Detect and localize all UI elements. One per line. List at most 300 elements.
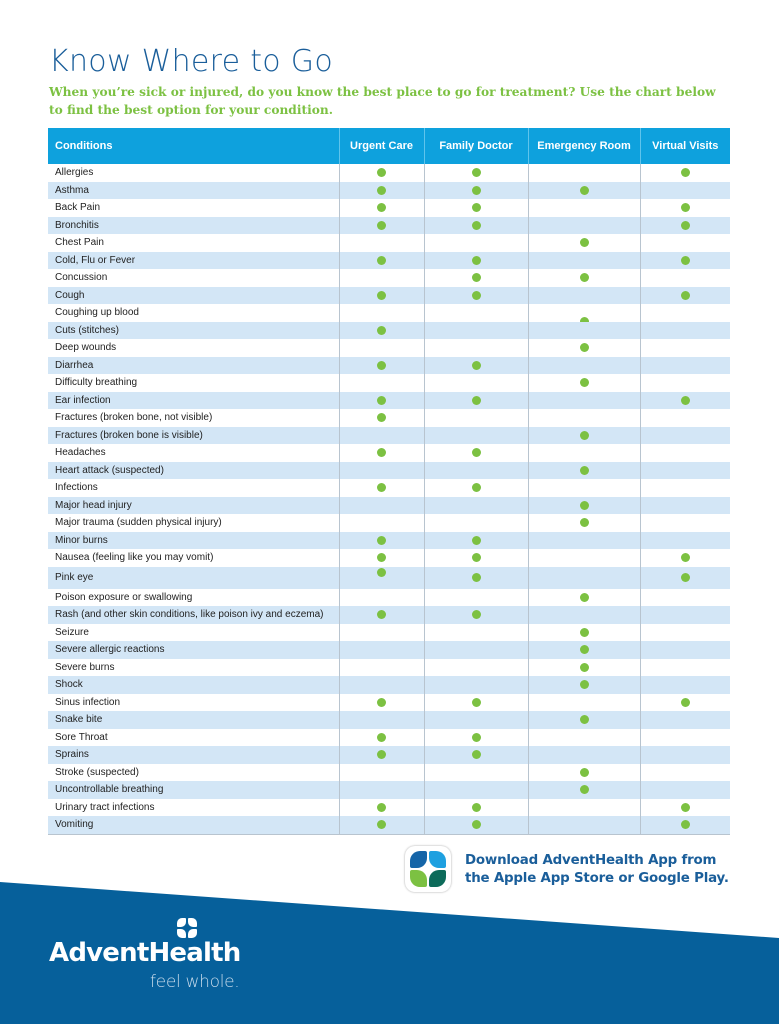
- recommended-dot-icon: [580, 431, 589, 440]
- cell-virtual-visits: [640, 392, 730, 410]
- condition-cell: Fractures (broken bone, not visible): [48, 409, 339, 427]
- recommended-dot-icon: [377, 733, 386, 742]
- cell-emergency-room: [528, 409, 640, 427]
- cell-family-doctor: [424, 462, 528, 480]
- table-row: [48, 444, 730, 462]
- recommended-dot-icon: [377, 536, 386, 545]
- cell-emergency-room: [528, 497, 640, 515]
- condition-cell: Urinary tract infections: [48, 799, 339, 817]
- cell-virtual-visits: [640, 409, 730, 427]
- condition-cell: Seizure: [48, 624, 339, 642]
- cell-virtual-visits: [640, 781, 730, 799]
- recommended-dot-icon: [681, 291, 690, 300]
- cell-family-doctor: [424, 217, 528, 235]
- table-row: [48, 339, 730, 357]
- cell-emergency-room: [528, 816, 640, 834]
- cell-urgent-care: [339, 532, 424, 550]
- cell-urgent-care: [339, 287, 424, 305]
- table-row: [48, 252, 730, 270]
- cell-urgent-care: [339, 252, 424, 270]
- cell-virtual-visits: [640, 462, 730, 480]
- condition-cell: Major trauma (sudden physical injury): [48, 514, 339, 532]
- recommended-dot-icon: [580, 593, 589, 602]
- cell-emergency-room: [528, 729, 640, 747]
- condition-cell: Severe allergic reactions: [48, 641, 339, 659]
- cell-emergency-room: [528, 217, 640, 235]
- condition-cell: Bronchitis: [48, 217, 339, 235]
- cell-emergency-room: [528, 374, 640, 392]
- table-row: [48, 711, 730, 729]
- recommended-dot-icon: [377, 448, 386, 457]
- cell-virtual-visits: [640, 199, 730, 217]
- recommended-dot-icon: [377, 326, 386, 335]
- cell-family-doctor: [424, 287, 528, 305]
- cell-emergency-room: [528, 479, 640, 497]
- cell-family-doctor: [424, 781, 528, 799]
- cell-family-doctor: [424, 589, 528, 607]
- cell-emergency-room: [528, 199, 640, 217]
- cell-urgent-care: [339, 514, 424, 532]
- table-row: [48, 549, 730, 567]
- table-row: [48, 427, 730, 445]
- table-row: [48, 746, 730, 764]
- cell-urgent-care: [339, 589, 424, 607]
- condition-cell: Minor burns: [48, 532, 339, 550]
- cell-family-doctor: [424, 549, 528, 567]
- recommended-dot-icon: [580, 343, 589, 352]
- column-header-virtual-visits: Virtual Visits: [640, 128, 730, 164]
- condition-cell: Cough: [48, 287, 339, 305]
- cell-family-doctor: [424, 641, 528, 659]
- condition-cell: Cuts (stitches): [48, 322, 339, 340]
- cell-urgent-care: [339, 641, 424, 659]
- cell-urgent-care: [339, 624, 424, 642]
- cell-urgent-care: [339, 409, 424, 427]
- recommended-dot-icon: [580, 518, 589, 527]
- cell-urgent-care: [339, 182, 424, 200]
- recommended-dot-icon: [472, 820, 481, 829]
- cell-family-doctor: [424, 729, 528, 747]
- table-row: [48, 322, 730, 340]
- condition-cell: Coughing up blood: [48, 304, 339, 322]
- recommended-dot-icon: [580, 715, 589, 724]
- cell-virtual-visits: [640, 764, 730, 782]
- cell-family-doctor: [424, 497, 528, 515]
- table-row: [48, 781, 730, 799]
- cell-family-doctor: [424, 427, 528, 445]
- cell-emergency-room: [528, 799, 640, 817]
- cell-urgent-care: [339, 199, 424, 217]
- cell-emergency-room: [528, 304, 640, 322]
- recommended-dot-icon: [681, 820, 690, 829]
- cell-urgent-care: [339, 164, 424, 182]
- table-row: [48, 199, 730, 217]
- cell-family-doctor: [424, 694, 528, 712]
- cell-urgent-care: [339, 322, 424, 340]
- recommended-dot-icon: [681, 221, 690, 230]
- table-row: [48, 374, 730, 392]
- recommended-dot-icon: [377, 186, 386, 195]
- recommended-dot-icon: [580, 768, 589, 777]
- recommended-dot-icon: [472, 536, 481, 545]
- cell-family-doctor: [424, 304, 528, 322]
- column-header-family-doctor: Family Doctor: [424, 128, 528, 164]
- table-body: [48, 164, 730, 834]
- recommended-dot-icon: [377, 361, 386, 370]
- table-row: [48, 514, 730, 532]
- cell-urgent-care: [339, 549, 424, 567]
- cell-virtual-visits: [640, 357, 730, 375]
- cell-virtual-visits: [640, 589, 730, 607]
- cell-urgent-care: [339, 479, 424, 497]
- condition-cell: Nausea (feeling like you may vomit): [48, 549, 339, 567]
- condition-cell: Poison exposure or swallowing: [48, 589, 339, 607]
- table-row: [48, 676, 730, 694]
- cell-urgent-care: [339, 357, 424, 375]
- condition-cell: Snake bite: [48, 711, 339, 729]
- condition-cell: Concussion: [48, 269, 339, 287]
- recommended-dot-icon: [472, 186, 481, 195]
- cell-family-doctor: [424, 339, 528, 357]
- cell-virtual-visits: [640, 444, 730, 462]
- cell-emergency-room: [528, 339, 640, 357]
- cell-family-doctor: [424, 374, 528, 392]
- cell-family-doctor: [424, 746, 528, 764]
- recommended-dot-icon: [377, 221, 386, 230]
- adventhealth-logo-icon: [177, 918, 197, 938]
- condition-cell: Allergies: [48, 164, 339, 182]
- cell-virtual-visits: [640, 374, 730, 392]
- table-row: [48, 589, 730, 607]
- table-row: [48, 816, 730, 834]
- recommended-dot-icon: [377, 483, 386, 492]
- recommended-dot-icon: [580, 645, 589, 654]
- brand-tagline: feel whole.: [150, 972, 240, 992]
- cell-family-doctor: [424, 164, 528, 182]
- table-row: [48, 567, 730, 589]
- cell-emergency-room: [528, 234, 640, 252]
- care-options-table: [48, 128, 730, 835]
- cell-urgent-care: [339, 606, 424, 624]
- cell-virtual-visits: [640, 606, 730, 624]
- cell-virtual-visits: [640, 339, 730, 357]
- cell-emergency-room: [528, 427, 640, 445]
- recommended-dot-icon: [472, 221, 481, 230]
- cell-urgent-care: [339, 764, 424, 782]
- cell-virtual-visits: [640, 799, 730, 817]
- cell-emergency-room: [528, 764, 640, 782]
- table-header-row: [48, 128, 730, 164]
- recommended-dot-icon: [377, 750, 386, 759]
- condition-cell: Vomiting: [48, 816, 339, 834]
- cell-virtual-visits: [640, 694, 730, 712]
- cell-family-doctor: [424, 182, 528, 200]
- recommended-dot-icon: [472, 483, 481, 492]
- cell-urgent-care: [339, 217, 424, 235]
- cell-emergency-room: [528, 676, 640, 694]
- cell-emergency-room: [528, 269, 640, 287]
- condition-cell: Fractures (broken bone is visible): [48, 427, 339, 445]
- brand-name: AdventHealth: [49, 938, 241, 968]
- recommended-dot-icon: [580, 378, 589, 387]
- recommended-dot-icon: [580, 466, 589, 475]
- recommended-dot-icon: [681, 698, 690, 707]
- table-row: [48, 641, 730, 659]
- cell-urgent-care: [339, 444, 424, 462]
- recommended-dot-icon: [472, 610, 481, 619]
- cell-family-doctor: [424, 392, 528, 410]
- cell-family-doctor: [424, 322, 528, 340]
- condition-cell: Pink eye: [48, 567, 339, 589]
- cell-emergency-room: [528, 462, 640, 480]
- condition-cell: Heart attack (suspected): [48, 462, 339, 480]
- condition-cell: Asthma: [48, 182, 339, 200]
- recommended-dot-icon: [681, 803, 690, 812]
- cell-family-doctor: [424, 514, 528, 532]
- cell-virtual-visits: [640, 729, 730, 747]
- table-row: [48, 269, 730, 287]
- cell-virtual-visits: [640, 532, 730, 550]
- recommended-dot-icon: [681, 256, 690, 265]
- recommended-dot-icon: [377, 203, 386, 212]
- cell-family-doctor: [424, 234, 528, 252]
- recommended-dot-icon: [580, 238, 589, 247]
- condition-cell: Deep wounds: [48, 339, 339, 357]
- condition-cell: Rash (and other skin conditions, like poison ivy and eczema): [48, 606, 339, 624]
- recommended-dot-icon: [681, 203, 690, 212]
- recommended-dot-icon: [377, 820, 386, 829]
- table-row: [48, 532, 730, 550]
- cell-emergency-room: [528, 641, 640, 659]
- recommended-dot-icon: [681, 168, 690, 177]
- table-row: [48, 659, 730, 677]
- recommended-dot-icon: [377, 610, 386, 619]
- recommended-dot-icon: [472, 803, 481, 812]
- condition-cell: Sprains: [48, 746, 339, 764]
- table-row: [48, 497, 730, 515]
- cell-urgent-care: [339, 269, 424, 287]
- recommended-dot-icon: [580, 273, 589, 282]
- recommended-dot-icon: [377, 168, 386, 177]
- cell-family-doctor: [424, 532, 528, 550]
- recommended-dot-icon: [377, 553, 386, 562]
- cell-urgent-care: [339, 694, 424, 712]
- condition-cell: Difficulty breathing: [48, 374, 339, 392]
- cell-emergency-room: [528, 357, 640, 375]
- cell-virtual-visits: [640, 252, 730, 270]
- cell-emergency-room: [528, 589, 640, 607]
- cell-family-doctor: [424, 624, 528, 642]
- table-row: [48, 694, 730, 712]
- cell-urgent-care: [339, 392, 424, 410]
- recommended-dot-icon: [472, 553, 481, 562]
- cell-family-doctor: [424, 269, 528, 287]
- cell-virtual-visits: [640, 182, 730, 200]
- condition-cell: Diarrhea: [48, 357, 339, 375]
- cell-virtual-visits: [640, 549, 730, 567]
- condition-cell: Uncontrollable breathing: [48, 781, 339, 799]
- cell-virtual-visits: [640, 567, 730, 589]
- cell-family-doctor: [424, 816, 528, 834]
- cell-urgent-care: [339, 304, 424, 322]
- recommended-dot-icon: [580, 628, 589, 637]
- cell-urgent-care: [339, 339, 424, 357]
- recommended-dot-icon: [681, 553, 690, 562]
- cell-family-doctor: [424, 764, 528, 782]
- recommended-dot-icon: [472, 396, 481, 405]
- table-row: [48, 729, 730, 747]
- condition-cell: Chest Pain: [48, 234, 339, 252]
- recommended-dot-icon: [472, 733, 481, 742]
- cell-urgent-care: [339, 659, 424, 677]
- column-header-urgent-care: Urgent Care: [339, 128, 424, 164]
- app-download-line-1: Download AdventHealth App from: [465, 853, 717, 868]
- cell-urgent-care: [339, 234, 424, 252]
- cell-urgent-care: [339, 374, 424, 392]
- recommended-dot-icon: [681, 396, 690, 405]
- cell-virtual-visits: [640, 427, 730, 445]
- cell-emergency-room: [528, 182, 640, 200]
- condition-cell: Ear infection: [48, 392, 339, 410]
- cell-urgent-care: [339, 567, 424, 589]
- condition-cell: Infections: [48, 479, 339, 497]
- condition-cell: Major head injury: [48, 497, 339, 515]
- cell-urgent-care: [339, 427, 424, 445]
- cell-virtual-visits: [640, 287, 730, 305]
- cell-urgent-care: [339, 497, 424, 515]
- recommended-dot-icon: [472, 573, 481, 582]
- cell-family-doctor: [424, 711, 528, 729]
- cell-urgent-care: [339, 462, 424, 480]
- recommended-dot-icon: [472, 203, 481, 212]
- cell-family-doctor: [424, 799, 528, 817]
- recommended-dot-icon: [580, 186, 589, 195]
- table-row: [48, 764, 730, 782]
- cell-virtual-visits: [640, 746, 730, 764]
- column-header-emergency-room: Emergency Room: [528, 128, 640, 164]
- cell-emergency-room: [528, 781, 640, 799]
- recommended-dot-icon: [472, 291, 481, 300]
- table-row: [48, 217, 730, 235]
- cell-virtual-visits: [640, 816, 730, 834]
- table-row: [48, 479, 730, 497]
- cell-emergency-room: [528, 694, 640, 712]
- cell-urgent-care: [339, 729, 424, 747]
- cell-emergency-room: [528, 711, 640, 729]
- condition-cell: Severe burns: [48, 659, 339, 677]
- recommended-dot-icon: [377, 698, 386, 707]
- petal-icon: [429, 851, 446, 868]
- cell-family-doctor: [424, 606, 528, 624]
- recommended-dot-icon: [472, 750, 481, 759]
- table-row: [48, 357, 730, 375]
- table-row: [48, 799, 730, 817]
- cell-urgent-care: [339, 799, 424, 817]
- recommended-dot-icon: [580, 785, 589, 794]
- table-row: [48, 182, 730, 200]
- table-row: [48, 287, 730, 305]
- recommended-dot-icon: [472, 361, 481, 370]
- recommended-dot-icon: [377, 568, 386, 577]
- condition-cell: Cold, Flu or Fever: [48, 252, 339, 270]
- cell-virtual-visits: [640, 676, 730, 694]
- recommended-dot-icon: [472, 698, 481, 707]
- cell-virtual-visits: [640, 304, 730, 322]
- condition-cell: Shock: [48, 676, 339, 694]
- cell-emergency-room: [528, 164, 640, 182]
- cell-emergency-room: [528, 392, 640, 410]
- cell-family-doctor: [424, 567, 528, 589]
- table-row: [48, 624, 730, 642]
- cell-family-doctor: [424, 676, 528, 694]
- recommended-dot-icon: [377, 396, 386, 405]
- cell-emergency-room: [528, 567, 640, 589]
- cell-virtual-visits: [640, 624, 730, 642]
- recommended-dot-icon: [580, 663, 589, 672]
- table-row: [48, 606, 730, 624]
- cell-emergency-room: [528, 252, 640, 270]
- cell-emergency-room: [528, 624, 640, 642]
- table-row: [48, 462, 730, 480]
- cell-emergency-room: [528, 287, 640, 305]
- cell-virtual-visits: [640, 322, 730, 340]
- cell-family-doctor: [424, 659, 528, 677]
- table-row: [48, 234, 730, 252]
- recommended-dot-icon: [681, 573, 690, 582]
- cell-virtual-visits: [640, 217, 730, 235]
- petal-icon: [410, 851, 427, 868]
- condition-cell: Back Pain: [48, 199, 339, 217]
- page-subtitle: When you’re sick or injured, do you know the best place to go for treatment? Use the chart below to find the best option for your condition.: [49, 85, 716, 117]
- table-row: [48, 304, 730, 322]
- table-row: [48, 164, 730, 182]
- cell-family-doctor: [424, 409, 528, 427]
- recommended-dot-icon: [472, 256, 481, 265]
- cell-urgent-care: [339, 676, 424, 694]
- recommended-dot-icon: [580, 501, 589, 510]
- cell-virtual-visits: [640, 234, 730, 252]
- cell-emergency-room: [528, 532, 640, 550]
- cell-virtual-visits: [640, 479, 730, 497]
- recommended-dot-icon: [377, 256, 386, 265]
- cell-family-doctor: [424, 252, 528, 270]
- cell-emergency-room: [528, 549, 640, 567]
- recommended-dot-icon: [377, 413, 386, 422]
- column-header-conditions: Conditions: [48, 128, 339, 164]
- recommended-dot-icon: [580, 680, 589, 689]
- recommended-dot-icon: [472, 273, 481, 282]
- condition-cell: Headaches: [48, 444, 339, 462]
- recommended-dot-icon: [377, 803, 386, 812]
- condition-cell: Sinus infection: [48, 694, 339, 712]
- cell-emergency-room: [528, 444, 640, 462]
- condition-cell: Stroke (suspected): [48, 764, 339, 782]
- table-row: [48, 392, 730, 410]
- cell-virtual-visits: [640, 514, 730, 532]
- cell-urgent-care: [339, 711, 424, 729]
- cell-emergency-room: [528, 659, 640, 677]
- table-row: [48, 409, 730, 427]
- cell-emergency-room: [528, 514, 640, 532]
- cell-urgent-care: [339, 781, 424, 799]
- recommended-dot-icon: [472, 448, 481, 457]
- cell-virtual-visits: [640, 711, 730, 729]
- cell-emergency-room: [528, 746, 640, 764]
- cell-urgent-care: [339, 816, 424, 834]
- condition-cell: Sore Throat: [48, 729, 339, 747]
- cell-virtual-visits: [640, 497, 730, 515]
- cell-virtual-visits: [640, 641, 730, 659]
